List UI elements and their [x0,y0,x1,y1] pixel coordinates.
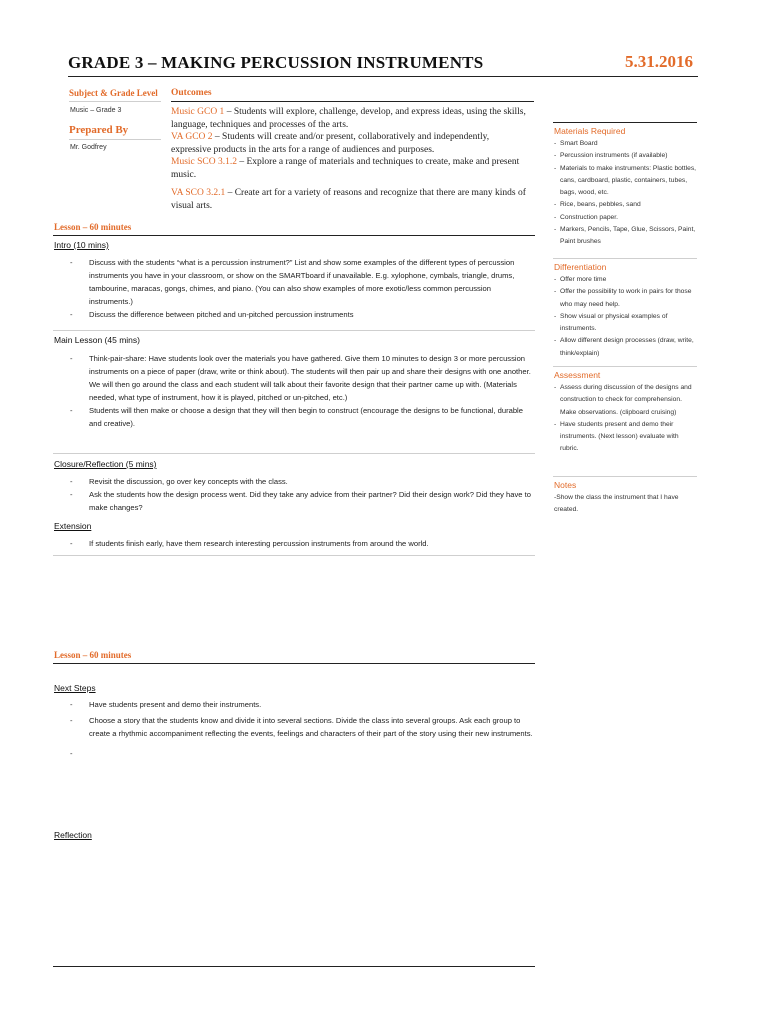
reflection-label [54,830,92,840]
notes-text: -Show the class the instrument that I have created. [554,494,679,514]
subject-value: Music – Grade 3 [70,107,122,114]
outcome-text: – Create art for a variety of reasons and recognize that there are many kinds of visual arts. [171,188,526,211]
list-item: - Think-pair-share: Have students look over the materials you have gathered. Give them 10 minutes to design 3 or more percussion instruments on a piece of paper (draw, write or think about). The students will then pair up and share their designs with one another. We will then go around the class and each student will talk about their favorite design that their partner came up with. (Materials needed, what type of instrument, how it is played, pitched or un-pitched, etc.) [70,352,535,404]
bottom-rule [53,966,535,967]
header-rule [68,76,698,77]
main-lesson-label: Main Lesson (45 mins) [54,335,140,345]
outcome-text: – Students will create and/or present, collaboratively and independently, expressive products in the arts for a range of audiences and purposes. [171,132,490,155]
list-item: - Discuss the difference between pitched and un-pitched percussion instruments [70,308,535,321]
outcome-item-3 [171,156,529,181]
intro-list [70,256,535,321]
list-item: - Students will then make or choose a design that they will then begin to construct (encourage the designs to be functional, durable and creative). [70,404,535,430]
main-lesson-list [70,352,535,430]
reflection-label-text: Reflection [54,830,92,840]
lesson1-rule [53,235,535,236]
outcome-code: VA GCO 2 [171,132,213,142]
closure-label-text: Closure/Reflection (5 mins) [54,459,157,469]
closure-label [54,459,157,469]
sidebar-rule [553,258,697,259]
outcome-item-2 [171,131,529,156]
list-item: - Ask the students how the design process went. Did they take any advice from their partner? Did their design work? Did they have to make changes? [70,488,535,514]
lesson2-heading: Lesson – 60 minutes [54,650,132,660]
lesson1-heading: Lesson – 60 minutes [54,222,132,232]
subject-rule [69,101,161,102]
section-rule [53,555,535,556]
list-item: - If students finish early, have them research interesting percussion instruments from around the world. [70,537,535,550]
list-item: - Assess during discussion of the designs and construction to check for comprehension. Make observations. (clipboard cruising) [554,382,698,419]
list-item: - Offer more time [554,274,698,286]
lesson2-rule [53,663,535,664]
list-item: - Have students present and demo their instruments. [70,698,535,711]
next-steps-label-text: Next Steps [54,683,96,693]
section-rule [53,453,535,454]
outcome-item-4 [171,187,529,212]
list-item: - Have students present and demo their instruments. (Next lesson) evaluate with rubric. [554,419,698,456]
outcome-code: Music SCO 3.1.2 [171,157,237,167]
next-steps-list [70,698,535,747]
outcomes-rule [171,101,534,102]
list-item: - Markers, Pencils, Tape, Glue, Scissors, Paint, Paint brushes [554,224,698,249]
differentiation-label: Differentiation [554,262,607,272]
list-item: - Discuss with the students “what is a percussion instrument?” List and show some examples of the different types of percussion instruments you have in your classroom, or show on the SMARTboard if unavailable. E.g. xylophone, cymbals, triangle, drums, tambourine, maracas, gongs, chimes, and piano. (You can also show examples of more exotic/less common percussion instruments.) [70,256,535,308]
differentiation-list [554,274,698,360]
subject-label: Subject & Grade Level [69,88,158,98]
notes-label: Notes [554,480,577,490]
list-item: - Show visual or physical examples of instruments. [554,311,698,336]
extension-label-text: Extension [54,521,92,531]
lesson-date: 5.31.2016 [625,52,693,71]
list-item: - Allow different design processes (draw, write, think/explain) [554,335,698,360]
outcome-text: – Students will explore, challenge, develop, and express ideas, using the skills, language, techniques and processes of the arts. [171,107,526,130]
page-title: GRADE 3 – MAKING PERCUSSION INSTRUMENTS [68,53,484,72]
list-item: - Smart Board [554,138,698,150]
list-item: - Revisit the discussion, go over key concepts with the class. [70,475,535,488]
sidebar-rule [553,366,697,367]
list-item: - Construction paper. [554,212,698,224]
extension-list [70,537,535,550]
sidebar-top-rule [553,122,697,123]
list-item: - Offer the possibility to work in pairs for those who may need help. [554,286,698,311]
intro-label [54,240,109,250]
outcome-code: VA SCO 3.2.1 [171,188,226,198]
outcomes-heading: Outcomes [171,88,212,98]
outcome-code: Music GCO 1 [171,107,225,117]
assessment-list [554,382,698,456]
intro-label-text: Intro (10 mins) [54,240,109,250]
outcome-item-1 [171,106,529,131]
list-item: - Choose a story that the students know and divide it into several sections. Divide the class into several groups. Ask each group to create a rhythmic accompaniment reflecting the events, feelings and characters of their part of the story using their new instruments. [70,714,535,740]
prepared-value: Mr. Godfrey [70,144,107,151]
list-item: - Rice, beans, pebbles, sand [554,199,698,211]
materials-label: Materials Required [554,126,626,136]
extension-label [54,521,91,531]
materials-list [554,138,698,249]
sidebar-rule [553,476,697,477]
list-item: - Materials to make instruments: Plastic bottles, cans, cardboard, plastic, containers, tubes, bags, wood, etc. [554,163,698,200]
section-rule [53,330,535,331]
prepared-rule [69,139,161,140]
closure-list [70,475,535,514]
assessment-label: Assessment [554,370,601,380]
outcome-text: – Explore a range of materials and techniques to create, make and present music. [171,157,520,180]
list-item: - Percussion instruments (if available) [554,150,698,162]
next-steps-label [54,683,96,693]
prepared-label: Prepared By [69,124,129,136]
